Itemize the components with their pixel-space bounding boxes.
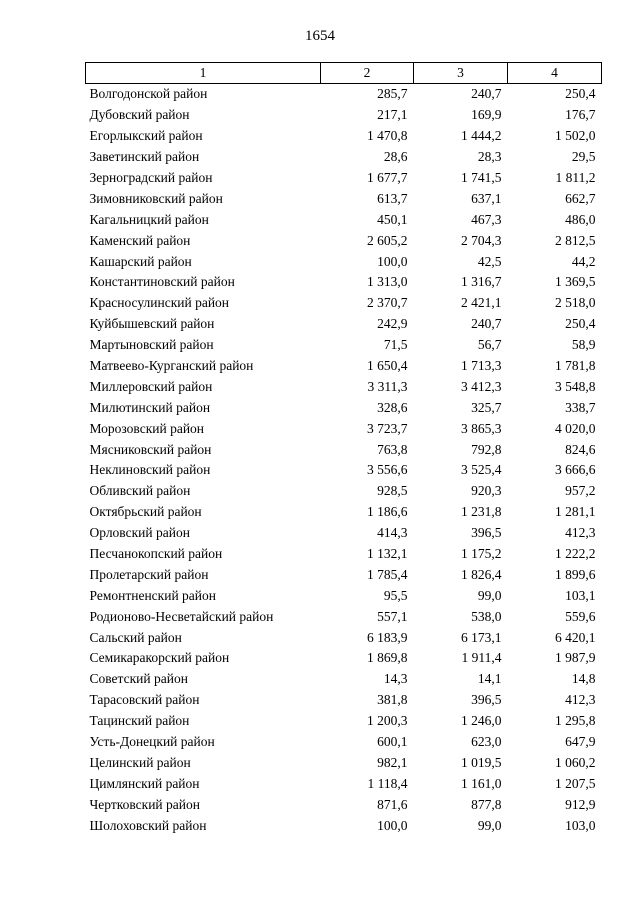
- value-cell-col-3: 1 175,2: [461, 546, 502, 562]
- table-row: [86, 606, 602, 627]
- table-row: [86, 168, 602, 189]
- table-row: [86, 794, 602, 815]
- value-cell-col-4: 1 222,2: [555, 546, 596, 562]
- value-cell-col-3: 1 161,0: [461, 775, 502, 791]
- value-cell-col-2: 1 677,7: [367, 170, 408, 185]
- value-cell-col-4: 486,0: [565, 211, 596, 227]
- value-cell-col-4: 103,1: [565, 587, 596, 603]
- table-row: [86, 773, 602, 794]
- table-row: [86, 376, 602, 397]
- table-row: [86, 230, 602, 251]
- district-name-cell: Зимовниковский район: [89, 190, 223, 206]
- district-name-cell: Пролетарский район: [89, 566, 209, 582]
- table-row: [86, 523, 602, 544]
- district-name-cell: Обливский район: [89, 483, 191, 499]
- page-number: 1654: [305, 28, 335, 44]
- district-name-cell: Кагальницкий район: [89, 211, 209, 227]
- value-cell-col-3: 1 826,4: [461, 566, 502, 582]
- column-header-2: 2: [321, 63, 414, 84]
- table-row: [86, 356, 602, 377]
- value-cell-col-4: 824,6: [565, 441, 596, 457]
- value-cell-col-4: 103,0: [565, 817, 596, 833]
- table-header-row: [86, 63, 602, 84]
- table-row: [86, 711, 602, 732]
- value-cell-col-4: 2 812,5: [555, 232, 596, 248]
- value-cell-col-2: 14,3: [383, 671, 408, 687]
- value-cell-col-3: 1 911,4: [461, 650, 502, 666]
- value-cell-col-4: 1 369,5: [555, 274, 596, 290]
- district-data-table: [85, 62, 602, 836]
- value-cell-col-3: 2 704,3: [461, 232, 502, 248]
- district-name-cell: Милютинский район: [89, 399, 211, 415]
- value-cell-col-2: 217,1: [377, 107, 408, 123]
- table-row: [86, 544, 602, 565]
- value-cell-col-3: 325,7: [471, 399, 502, 415]
- value-cell-col-4: 647,9: [565, 734, 596, 750]
- value-cell-col-4: 1 502,0: [555, 128, 596, 144]
- value-cell-col-4: 6 420,1: [555, 629, 596, 645]
- district-name-cell: Шолоховский район: [89, 817, 207, 833]
- table-row: [86, 105, 602, 126]
- district-name-cell: Родионово-Несветайский район: [89, 608, 274, 624]
- value-cell-col-2: 6 183,9: [367, 629, 408, 645]
- district-name-cell: Песчанокопский район: [89, 546, 223, 562]
- column-header-3: 3: [414, 63, 508, 84]
- value-cell-col-4: 176,7: [565, 107, 596, 123]
- table-row: [86, 669, 602, 690]
- value-cell-col-3: 920,3: [471, 483, 502, 499]
- value-cell-col-2: 28,6: [383, 149, 408, 165]
- district-name-cell: Волгодонской район: [89, 86, 208, 102]
- district-name-cell: Заветинский район: [89, 149, 200, 165]
- value-cell-col-3: 1 019,5: [461, 754, 502, 770]
- table-row: [86, 815, 602, 836]
- district-name-cell: Тарасовский район: [89, 692, 200, 708]
- value-cell-col-3: 1 246,0: [461, 713, 502, 729]
- district-name-cell: Тацинский район: [89, 713, 190, 729]
- value-cell-col-2: 1 313,0: [367, 274, 408, 290]
- table-row: [86, 732, 602, 753]
- district-name-cell: Октябрьский район: [89, 504, 202, 520]
- district-name-cell: Миллеровский район: [89, 378, 213, 394]
- district-name-cell: Морозовский район: [89, 420, 205, 436]
- value-cell-col-4: 4 020,0: [555, 420, 596, 436]
- value-cell-col-4: 1 987,9: [555, 650, 596, 666]
- district-name-cell: Советский район: [89, 671, 188, 687]
- value-cell-col-3: 538,0: [471, 608, 502, 624]
- district-name-cell: Егорлыкский район: [89, 128, 203, 144]
- value-cell-col-3: 99,0: [477, 587, 502, 603]
- value-cell-col-3: 877,8: [471, 796, 502, 812]
- value-cell-col-2: 328,6: [377, 399, 408, 415]
- table-row: [86, 251, 602, 272]
- value-cell-col-2: 982,1: [377, 754, 408, 770]
- value-cell-col-2: 871,6: [377, 796, 408, 812]
- value-cell-col-2: 1 118,4: [367, 775, 408, 791]
- table-row: [86, 335, 602, 356]
- value-cell-col-2: 3 311,3: [367, 378, 408, 394]
- value-cell-col-2: 1 186,6: [367, 504, 408, 520]
- value-cell-col-2: 557,1: [377, 608, 408, 624]
- value-cell-col-2: 3 723,7: [367, 420, 408, 436]
- district-name-cell: Орловский район: [89, 525, 190, 541]
- value-cell-col-2: 1 470,8: [367, 128, 408, 144]
- value-cell-col-2: 2 370,7: [367, 295, 408, 311]
- table-row: [86, 188, 602, 209]
- table-row: [86, 272, 602, 293]
- value-cell-col-3: 467,3: [471, 211, 502, 227]
- table-row: [86, 397, 602, 418]
- value-cell-col-4: 338,7: [565, 399, 596, 415]
- table-row: [86, 439, 602, 460]
- value-cell-col-4: 1 295,8: [555, 713, 596, 729]
- value-cell-col-4: 1 899,6: [555, 566, 596, 582]
- table-row: [86, 209, 602, 230]
- district-name-cell: Мясниковский район: [89, 441, 212, 457]
- table-body: [86, 84, 602, 837]
- value-cell-col-4: 29,5: [571, 149, 596, 165]
- value-cell-col-3: 42,5: [477, 253, 502, 269]
- value-cell-col-2: 450,1: [377, 211, 408, 227]
- table-row: [86, 314, 602, 335]
- value-cell-col-4: 662,7: [565, 190, 596, 206]
- value-cell-col-2: 613,7: [377, 190, 408, 206]
- value-cell-col-3: 1 713,3: [461, 358, 502, 374]
- value-cell-col-2: 600,1: [377, 734, 408, 750]
- table-row: [86, 418, 602, 439]
- value-cell-col-3: 3 865,3: [461, 420, 502, 436]
- table-row: [86, 585, 602, 606]
- value-cell-col-3: 3 412,3: [461, 378, 502, 394]
- value-cell-col-3: 2 421,1: [461, 295, 502, 311]
- district-name-cell: Красносулинский район: [89, 295, 230, 311]
- value-cell-col-4: 250,4: [565, 316, 596, 332]
- value-cell-col-3: 396,5: [471, 525, 502, 541]
- value-cell-col-2: 381,8: [377, 692, 408, 708]
- value-cell-col-4: 412,3: [565, 525, 596, 541]
- value-cell-col-3: 14,1: [477, 671, 502, 687]
- value-cell-col-2: 928,5: [377, 483, 408, 499]
- value-cell-col-4: 14,8: [571, 671, 596, 687]
- table-row: [86, 293, 602, 314]
- value-cell-col-4: 58,9: [571, 337, 596, 353]
- table-row: [86, 126, 602, 147]
- value-cell-col-2: 1 785,4: [367, 566, 408, 582]
- table-row: [86, 627, 602, 648]
- value-cell-col-3: 169,9: [471, 107, 502, 123]
- table-row: [86, 147, 602, 168]
- value-cell-col-3: 792,8: [471, 441, 502, 457]
- value-cell-col-3: 1 741,5: [461, 170, 502, 185]
- value-cell-col-2: 1 869,8: [367, 650, 408, 666]
- value-cell-col-2: 763,8: [377, 441, 408, 457]
- district-name-cell: Зерноградский район: [89, 170, 213, 185]
- district-name-cell: Каменский район: [89, 232, 191, 248]
- value-cell-col-2: 95,5: [383, 587, 408, 603]
- table-row: [86, 753, 602, 774]
- value-cell-col-3: 396,5: [471, 692, 502, 708]
- value-cell-col-3: 1 231,8: [461, 504, 502, 520]
- value-cell-col-3: 1 316,7: [461, 274, 502, 290]
- district-name-cell: Мартыновский район: [89, 337, 214, 353]
- value-cell-col-4: 957,2: [565, 483, 596, 499]
- value-cell-col-4: 412,3: [565, 692, 596, 708]
- value-cell-col-2: 100,0: [377, 253, 408, 269]
- value-cell-col-3: 6 173,1: [461, 629, 502, 645]
- table-row: [86, 648, 602, 669]
- value-cell-col-2: 242,9: [377, 316, 408, 332]
- district-name-cell: Целинский район: [89, 754, 191, 770]
- value-cell-col-4: 3 548,8: [555, 378, 596, 394]
- district-name-cell: Матвеево-Курганский район: [89, 358, 254, 374]
- district-name-cell: Семикаракорский район: [89, 650, 230, 666]
- value-cell-col-2: 3 556,6: [367, 462, 408, 478]
- table-row: [86, 84, 602, 105]
- value-cell-col-4: 2 518,0: [555, 295, 596, 311]
- district-name-cell: Усть-Донецкий район: [89, 734, 215, 750]
- value-cell-col-3: 240,7: [471, 86, 502, 102]
- value-cell-col-4: 1 281,1: [555, 504, 596, 520]
- value-cell-col-2: 2 605,2: [367, 232, 408, 248]
- table-row: [86, 502, 602, 523]
- value-cell-col-4: 912,9: [565, 796, 596, 812]
- value-cell-col-2: 1 132,1: [367, 546, 408, 562]
- value-cell-col-2: 1 650,4: [367, 358, 408, 374]
- table-row: [86, 564, 602, 585]
- value-cell-col-4: 44,2: [571, 253, 596, 269]
- value-cell-col-3: 1 444,2: [461, 128, 502, 144]
- value-cell-col-4: 1 781,8: [555, 358, 596, 374]
- table-row: [86, 690, 602, 711]
- value-cell-col-3: 28,3: [477, 149, 502, 165]
- value-cell-col-2: 285,7: [377, 86, 408, 102]
- district-name-cell: Чертковский район: [89, 796, 200, 812]
- value-cell-col-2: 414,3: [377, 525, 408, 541]
- value-cell-col-4: 1 207,5: [555, 775, 596, 791]
- value-cell-col-2: 1 200,3: [367, 713, 408, 729]
- district-name-cell: Константиновский район: [89, 274, 235, 290]
- column-header-4: 4: [508, 63, 602, 84]
- value-cell-col-4: 559,6: [565, 608, 596, 624]
- district-name-cell: Цимлянский район: [89, 775, 200, 791]
- value-cell-col-3: 99,0: [477, 817, 502, 833]
- table-row: [86, 460, 602, 481]
- value-cell-col-3: 56,7: [477, 337, 502, 353]
- value-cell-col-3: 623,0: [471, 734, 502, 750]
- district-name-cell: Дубовский район: [89, 107, 190, 123]
- value-cell-col-4: 1 060,2: [555, 754, 596, 770]
- district-name-cell: Сальский район: [89, 629, 182, 645]
- district-name-cell: Ремонтненский район: [89, 587, 216, 603]
- district-name-cell: Куйбышевский район: [89, 316, 215, 332]
- column-header-1: 1: [86, 63, 321, 84]
- value-cell-col-4: 1 811,2: [555, 170, 596, 185]
- value-cell-col-3: 637,1: [471, 190, 502, 206]
- district-name-cell: Кашарский район: [89, 253, 192, 269]
- table-row: [86, 481, 602, 502]
- value-cell-col-4: 3 666,6: [555, 462, 596, 478]
- value-cell-col-3: 3 525,4: [461, 462, 502, 478]
- value-cell-col-4: 250,4: [565, 86, 596, 102]
- value-cell-col-3: 240,7: [471, 316, 502, 332]
- district-name-cell: Неклиновский район: [89, 462, 211, 478]
- value-cell-col-2: 100,0: [377, 817, 408, 833]
- value-cell-col-2: 71,5: [383, 337, 408, 353]
